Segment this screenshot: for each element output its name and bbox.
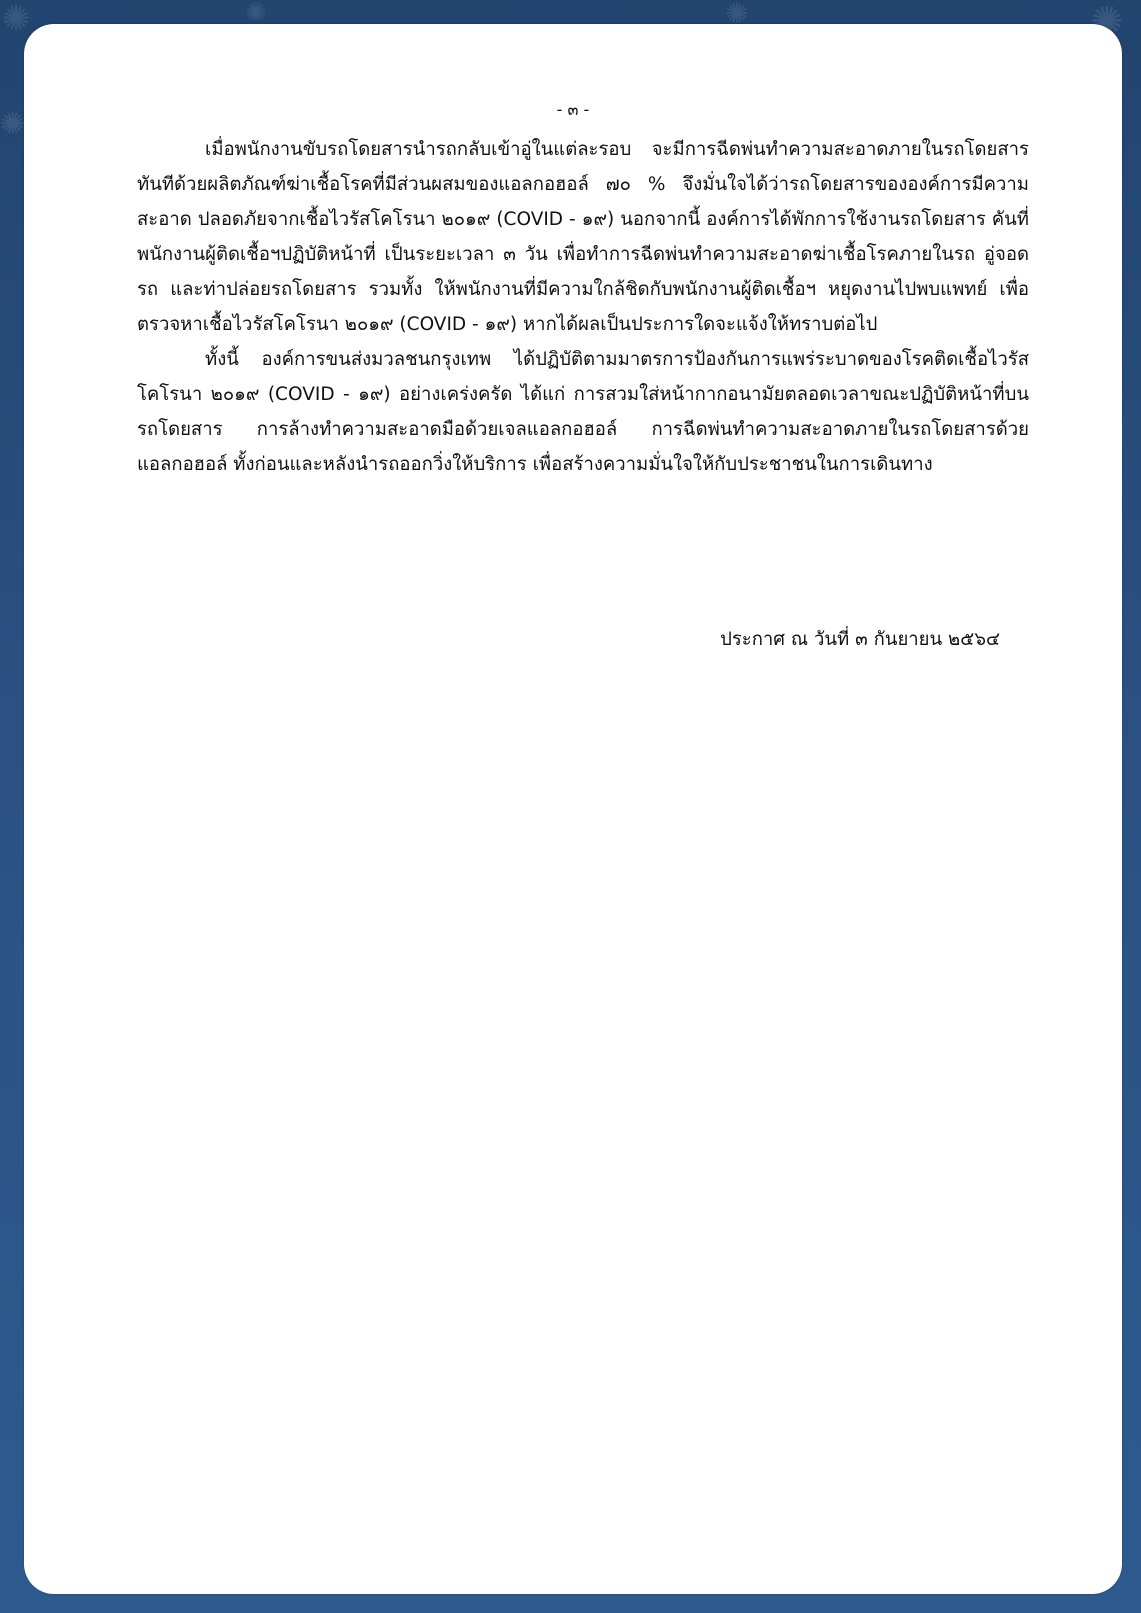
virus-decoration-icon: ✺ xyxy=(245,0,267,28)
paragraph-measures: ทั้งนี้ องค์การขนส่งมวลชนกรุงเทพ ได้ปฏิบัติตามมาตรการป้องกันการแพร่ระบาดของโรคติดเชื้อไวรัสโคโรนา ๒๐๑๙ (COVID - ๑๙) อย่างเคร่งครัด ได้แก่ การสวมใส่หน้ากากอนามัยตลอดเวลาขณะปฏิบัติหน้าที่บนรถโดยสาร การล้างทำความสะอาดมือด้วยเจลแอลกอฮอล์ การฉีดพ่นทำความสะอาดภายในรถโดยสารด้วยแอลกอฮอล์ ทั้งก่อนและหลังนำรถออกวิ่งให้บริการ เพื่อสร้างความมั่นใจให้กับประชาชนในการเดินทาง xyxy=(137,349,1029,475)
announcement-date: ประกาศ ณ วันที่ ๓ กันยายน ๒๕๖๔ xyxy=(720,629,1000,650)
document-body xyxy=(137,132,1029,482)
paragraph-disinfection: เมื่อพนักงานขับรถโดยสารนำรถกลับเข้าอู่ในแต่ละรอบ จะมีการฉีดพ่นทำความสะอาดภายในรถโดยสารทันทีด้วยผลิตภัณฑ์ฆ่าเชื้อโรคที่มีส่วนผสมของแอลกอฮอล์ ๗๐ % จึงมั่นใจได้ว่ารถโดยสารขององค์การมีความสะอาด ปลอดภัยจากเชื้อไวรัสโคโรนา ๒๐๑๙ (COVID - ๑๙) นอกจากนี้ องค์การได้พักการใช้งานรถโดยสาร คันที่พนักงานผู้ติดเชื้อฯปฏิบัติหน้าที่ เป็นระยะเวลา ๓ วัน เพื่อทำการฉีดพ่นทำความสะอาดฆ่าเชื้อโรคภายในรถ อู่จอดรถ และท่าปล่อยรถโดยสาร รวมทั้ง ให้พนักงานที่มีความใกล้ชิดกับพนักงานผู้ติดเชื้อฯ หยุดงานไปพบแพทย์ เพื่อตรวจหาเชื้อไวรัสโคโรนา ๒๐๑๙ (COVID - ๑๙) หากได้ผลเป็นประการใดจะแจ้งให้ทราบต่อไป xyxy=(137,139,1029,335)
page-number: - ๓ - xyxy=(556,100,590,119)
virus-decoration-icon: ✺ xyxy=(1090,0,1124,45)
virus-decoration-icon: ✺ xyxy=(2,0,31,39)
document-page xyxy=(24,24,1122,1594)
virus-decoration-icon: ✺ xyxy=(725,0,749,30)
virus-decoration-icon: ✺ xyxy=(0,107,26,142)
